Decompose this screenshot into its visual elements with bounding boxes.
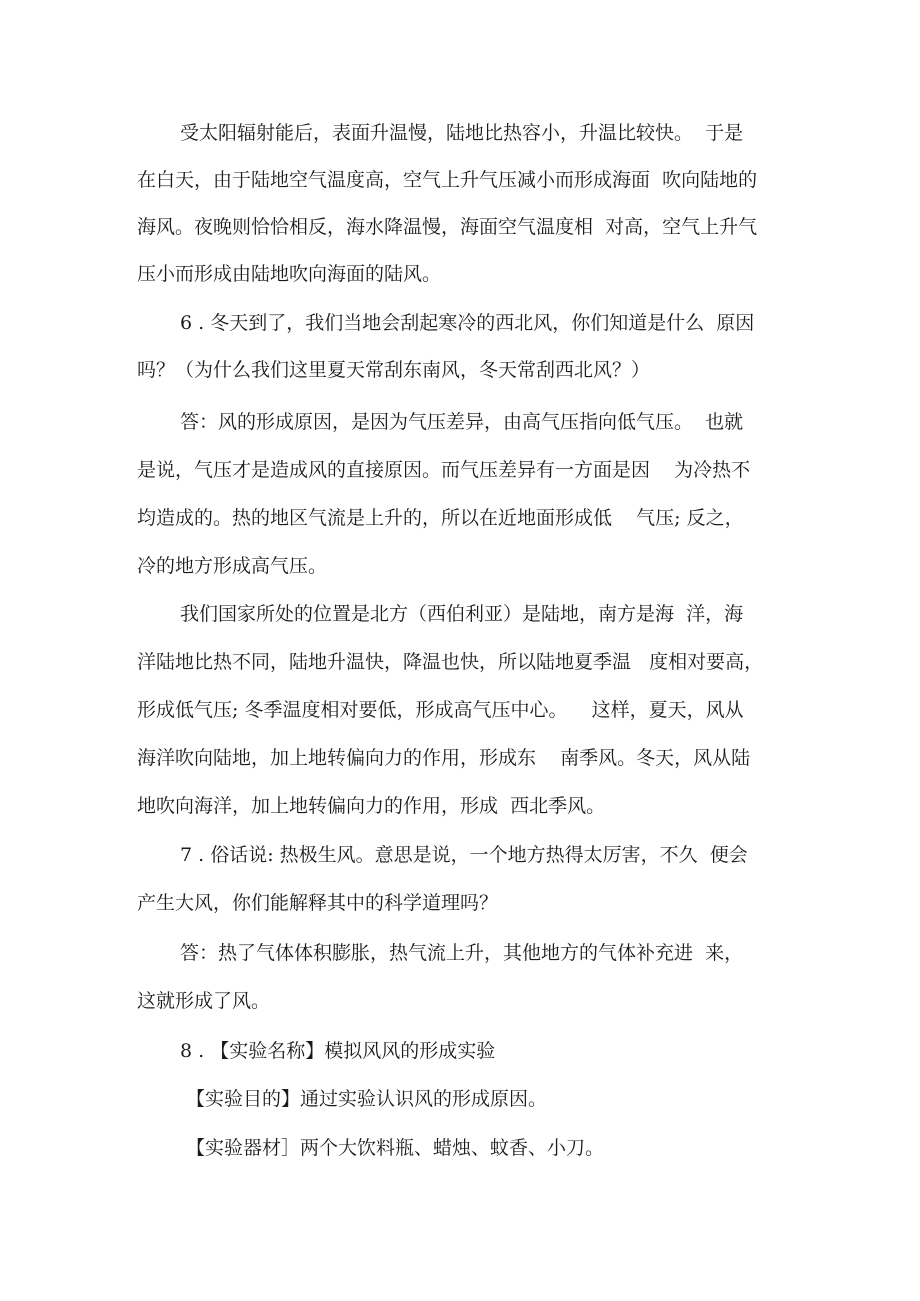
text-line: 在白天，由于陆地空气温度高，空气上升气压减小而形成海面 吹向陆地的 <box>137 169 758 191</box>
question-7-line: 7 . 俗话说: 热极生风。意思是说，一个地方热得太厉害，不久 便会 <box>180 844 748 866</box>
text-line: 洋陆地比热不同，陆地升温快，降温也快，所以陆地夏季温 度相对要高， <box>137 651 764 673</box>
text-line: 地吹向海洋，加上地转偏向力的作用，形成 西北季风。 <box>137 795 606 817</box>
question-6-line: 吗？（为什么我们这里夏天常刮东南风，冬天常刮西北风？） <box>137 359 651 381</box>
text-line: 海洋吹向陆地，加上地转偏向力的作用，形成东 南季风。冬天，风从陆 <box>137 747 751 769</box>
experiment-name: 8 . 【实验名称】模拟风风的形成实验 <box>180 1040 496 1062</box>
experiment-materials: 【实验器材］两个大饮料瓶、蜡烛、蚊香、小刀。 <box>186 1137 605 1159</box>
text-line: 我们国家所处的位置是北方（西伯利亚）是陆地，南方是海 洋，海 <box>180 603 744 625</box>
text-line: 受太阳辐射能后，表面升温慢，陆地比热容小，升温比较快。 于是 <box>180 122 744 144</box>
experiment-purpose: 【实验目的】通过实验认识风的形成原因。 <box>186 1088 548 1110</box>
text-line: 形成低气压; 冬季温度相对要低，形成高气压中心。 这样，夏天，风从 <box>137 699 744 721</box>
text-line: 压小而形成由陆地吹向海面的陆风。 <box>137 263 442 285</box>
answer-6-line: 是说，气压才是造成风的直接原因。而气压差异有一方面是因 为冷热不 <box>137 459 751 481</box>
answer-6-line: 均造成的。热的地区气流是上升的，所以在近地面形成低 气压; 反之， <box>137 507 744 529</box>
question-7-line: 产生大风，你们能解释其中的科学道理吗？ <box>137 892 499 914</box>
answer-7-line: 答：热了气体体积膨胀，热气流上升，其他地方的气体补充进 来， <box>180 942 744 964</box>
answer-7-line: 这就形成了风。 <box>137 990 271 1012</box>
text-line: 海风。夜晚则恰恰相反，海水降温慢，海面空气温度相 对高，空气上升气 <box>137 216 758 238</box>
answer-6-line: 答：风的形成原因，是因为气压差异，由高气压指向低气压。 也就 <box>180 411 744 433</box>
answer-6-line: 冷的地方形成高气压。 <box>137 555 328 577</box>
question-6-line: 6 . 冬天到了，我们当地会刮起寒冷的西北风，你们知道是什么 原因 <box>180 312 755 334</box>
